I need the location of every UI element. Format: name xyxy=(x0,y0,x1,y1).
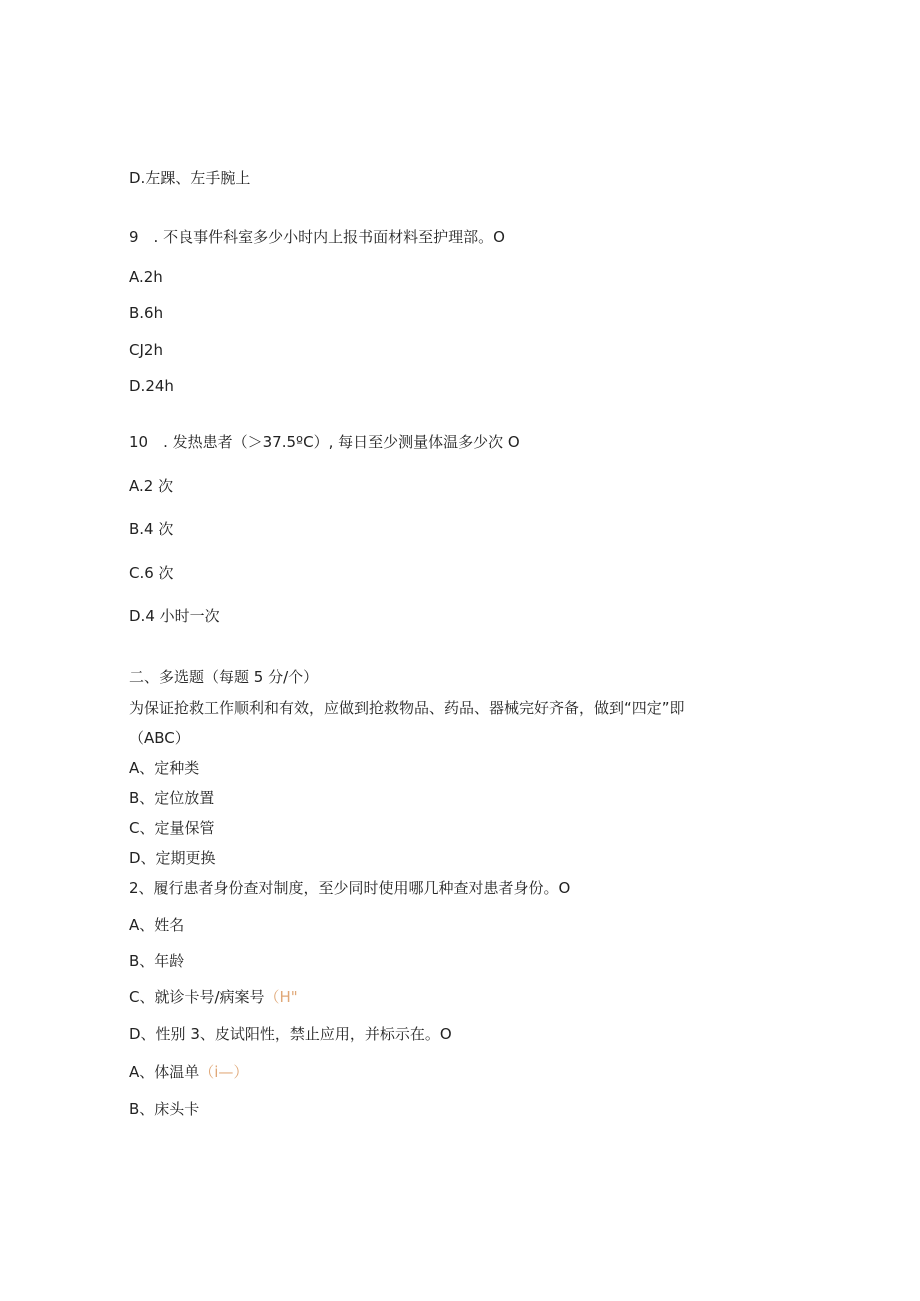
q9-stem: 9 . 不良事件科室多少小时内上报书面材料至护理部。O xyxy=(129,228,505,246)
q9-option-a: A.2h xyxy=(129,268,163,286)
mq1-option-b: B、定位放置 xyxy=(129,789,215,807)
mq3-option-a xyxy=(129,1062,248,1082)
section-heading: 二、多选题（每题 5 分/个） xyxy=(129,668,319,686)
mq3-option-b: B、床头卡 xyxy=(129,1100,200,1118)
faint-mark: （i—） xyxy=(199,1063,249,1081)
mq1-option-a: A、定种类 xyxy=(129,759,200,777)
mq1-stem: 为保证抢救工作顺利和有效，应做到抢救物品、药品、器械完好齐备，做到“四定”即 xyxy=(129,699,685,717)
mq2-option-d-mq3-stem: D、性别 3、皮试阳性，禁止应用，并标示在。O xyxy=(129,1025,452,1043)
q10-option-b: B.4 次 xyxy=(129,520,174,538)
mq2-option-c xyxy=(129,987,298,1007)
mq2-option-a: A、姓名 xyxy=(129,916,185,934)
q10-stem: 10 . 发热患者（＞37.5ºC）, 每日至少测量体温多少次 O xyxy=(129,433,520,451)
q9-option-d: D.24h xyxy=(129,377,174,395)
q9-option-c: CJ2h xyxy=(129,341,163,359)
mq1-answer: （ABC） xyxy=(129,729,190,747)
q10-option-c: C.6 次 xyxy=(129,564,174,582)
mq1-option-d: D、定期更换 xyxy=(129,849,216,867)
q10-option-a: A.2 次 xyxy=(129,477,174,495)
mq2-option-b: B、年龄 xyxy=(129,952,185,970)
mq2-option-c-text: C、就诊卡号/病案号 xyxy=(129,988,265,1006)
mq2-stem: 2、履行患者身份查对制度，至少同时使用哪几种查对患者身份。O xyxy=(129,879,571,897)
q9-option-b: B.6h xyxy=(129,304,164,322)
mq3-option-a-text: A、体温单 xyxy=(129,1063,200,1081)
q10-option-d: D.4 小时一次 xyxy=(129,607,220,625)
faint-mark: （H" xyxy=(264,988,298,1006)
q8-option-d: D.左踝、左手腕上 xyxy=(129,169,251,187)
mq1-option-c: C、定量保管 xyxy=(129,819,215,837)
